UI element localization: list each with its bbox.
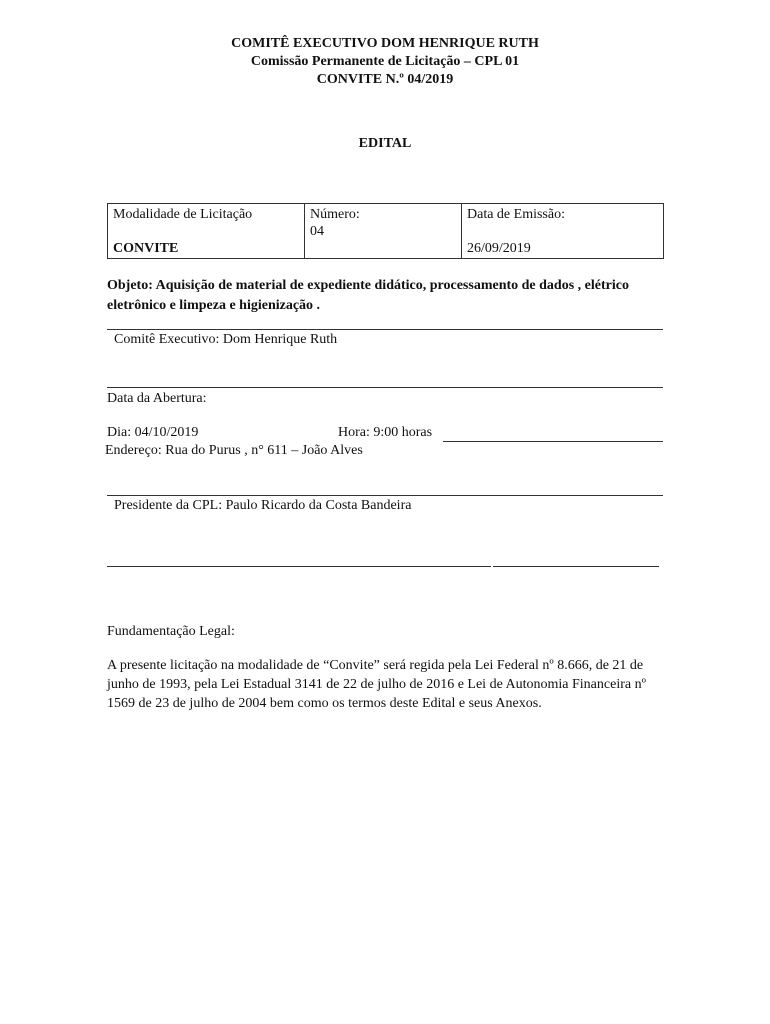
comite-text: Comitê Executivo: Dom Henrique Ruth [114,332,338,347]
divider [107,387,663,388]
org-title: COMITÊ EXECUTIVO DOM HENRIQUE RUTH [231,36,539,51]
edital-heading: EDITAL [358,136,412,151]
data-emissao-value: 26/09/2019 [467,241,531,256]
numero-cell [305,204,462,259]
objeto-text: Objeto: Aquisição de material de expediente didático, processamento de dados , elétrico eletrônico e limpeza e higienização . [107,278,629,313]
fundamentacao-text: A presente licitação na modalidade de “Convite” será regida pela Lei Federal nº 8.666, de 21 de junho de 1993, pela Lei Estadual 3141 de 22 de julho de 2016 e Lei de Autonomia Financeira nº 1569 de 23 de julho de 2004 bem como os termos deste Edital e seus Anexos. [107,658,646,711]
signature-line [107,566,491,567]
divider [107,329,663,330]
fundamentacao-label: Fundamentação Legal: [107,624,235,639]
commission-title: Comissão Permanente de Licitação – CPL 01 [250,54,520,69]
presidente-text: Presidente da CPL: Paulo Ricardo da Costa Bandeira [114,498,412,513]
modalidade-cell [108,204,305,259]
signature-line [493,566,659,567]
modalidade-value: CONVITE [113,241,179,256]
convite-number: CONVITE N.º 04/2019 [316,72,454,87]
abertura-label: Data da Abertura: [107,391,207,406]
endereco-text: Endereço: Rua do Purus , n° 611 – João Alves [105,443,363,458]
data-emissao-label: Data de Emissão: [467,207,565,222]
abertura-hora: Hora: 9:00 horas [338,425,433,440]
data-emissao-cell [462,204,664,259]
divider [107,495,663,496]
info-table [107,203,664,259]
abertura-dia: Dia: 04/10/2019 [107,425,199,440]
divider [443,441,663,442]
numero-value: 04 [310,224,324,239]
modalidade-label: Modalidade de Licitação [113,207,253,222]
numero-label: Número: [310,207,360,222]
